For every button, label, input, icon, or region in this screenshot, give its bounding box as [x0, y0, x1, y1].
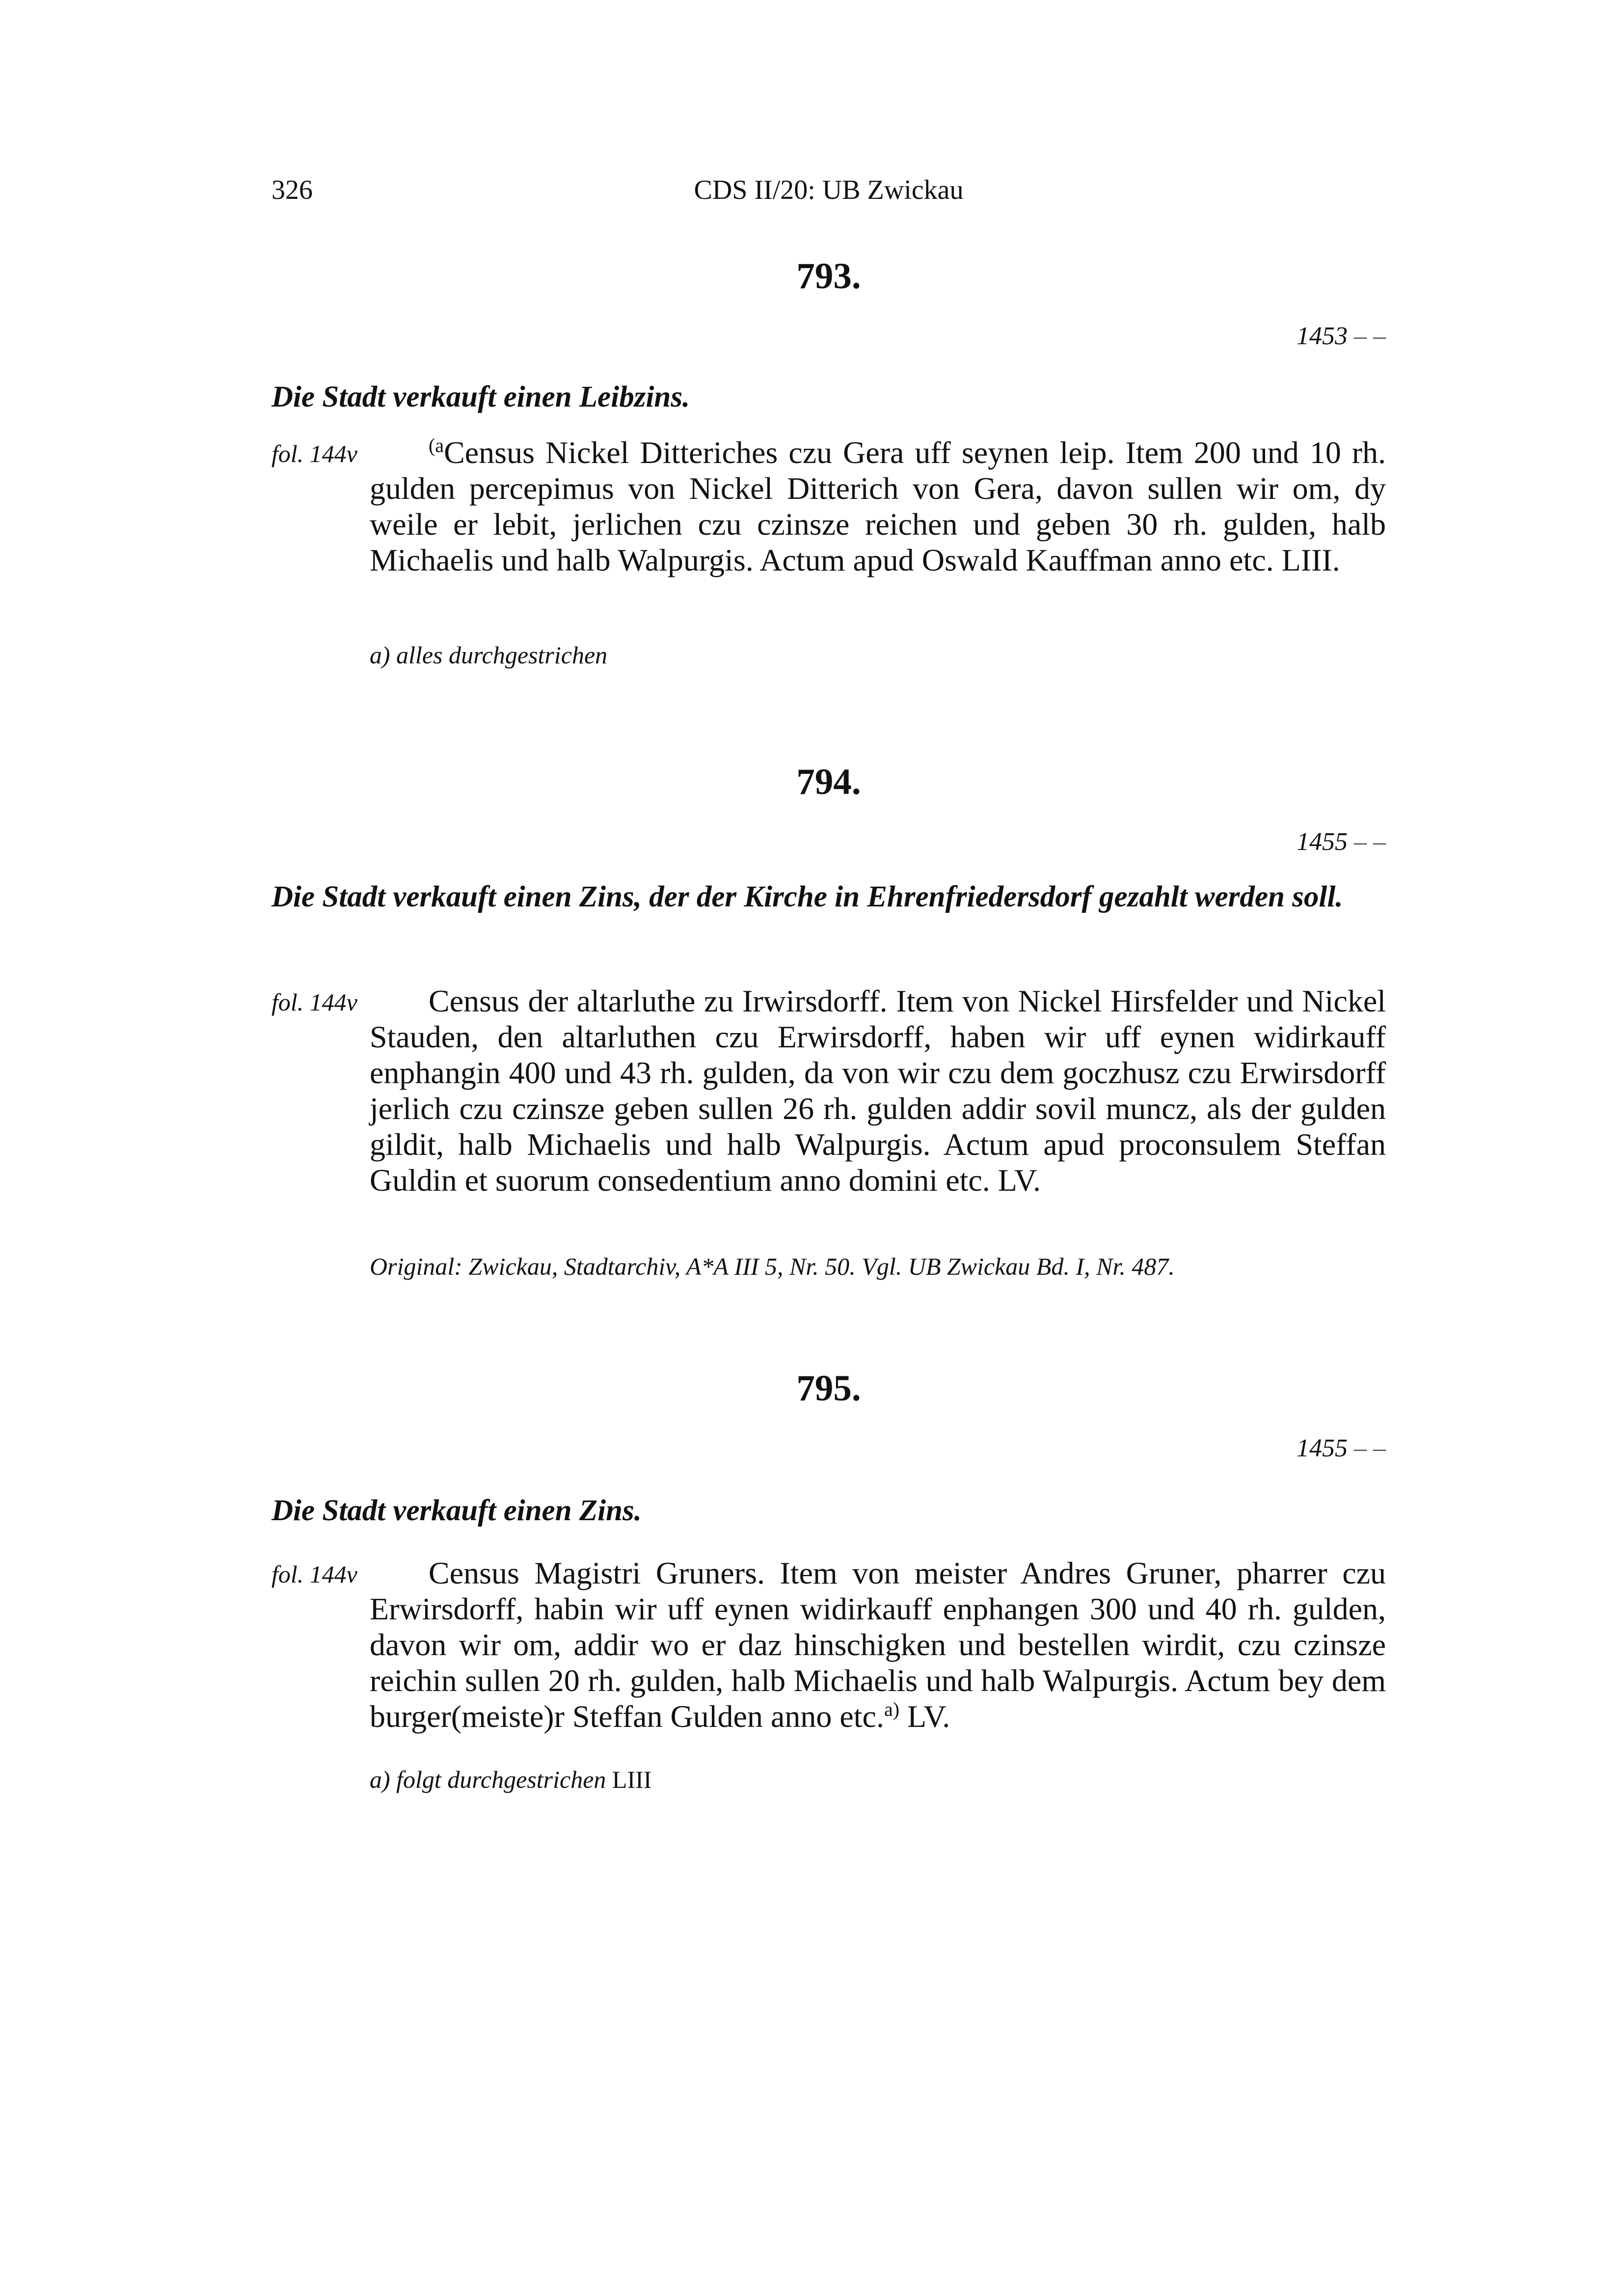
- footnote: Original: Zwickau, Stadtarchiv, A*A III 5, Nr. 50. Vgl. UB Zwickau Bd. I, Nr. 487.: [370, 1253, 1175, 1280]
- entry-text: [370, 983, 1386, 1198]
- entry-794: [271, 761, 1386, 1301]
- entry-text: [370, 1555, 1386, 1734]
- footnote: a) alles durchgestrichen: [370, 641, 608, 669]
- entry-heading: Die Stadt verkauft einen Zins.: [271, 1494, 642, 1527]
- entry-text-end: LV.: [899, 1699, 950, 1734]
- footnote: [370, 1765, 1386, 1794]
- date-dashes: – –: [1354, 828, 1386, 856]
- page-number: 326: [271, 175, 313, 205]
- entry-heading: Die Stadt verkauft einen Zins, der der Kirche in Ehrenfriedersdorf gezahlt werden soll.: [271, 880, 1343, 913]
- entry-text-body: Census der altarluthe zu Irwirsdorff. Item von Nickel Hirsfelder und Nickel Stauden, den altarluthen czu Erwirsdorff, haben wir uff eynen widirkauff enphangin 400 und 43 rh. gulden, da von wir czu dem goczhusz czu Erwirsdorff jerlich czu czinsze geben sullen 26 rh. gulden addir sovil muncz, als der gulden gildit, halb Michaelis und halb Walpurgis. Actum apud proconsulem Steffan Guldin et suorum consedentium anno domini etc. LV.: [370, 984, 1386, 1198]
- date-dashes: – –: [1354, 1434, 1386, 1462]
- entry-number: 794.: [796, 762, 861, 802]
- date-year: 1455: [1297, 1434, 1348, 1462]
- date-year: 1455: [1297, 828, 1348, 856]
- entry-number: 795.: [796, 1368, 861, 1409]
- date-dashes: – –: [1354, 322, 1386, 350]
- running-head: [271, 174, 1386, 214]
- entry-date: [1297, 827, 1386, 856]
- entry-text: [370, 435, 1386, 578]
- folio-reference: fol. 144v: [271, 440, 357, 467]
- entry-date: [1297, 1434, 1386, 1463]
- folio-reference: fol. 144v: [271, 1560, 357, 1588]
- entry-number: 793.: [796, 256, 861, 297]
- folio-reference: fol. 144v: [271, 988, 357, 1016]
- entry-text-body: Census Magistri Gruners. Item von meister Andres Gruner, pharrer czu Erwirsdorff, habin wir uff eynen widirkauff enphangen 300 und 40 rh. gulden, davon wir om, addir wo er daz hinschigken und bestellen wirdit, czu czinsze reichin sullen 20 rh. gulden, halb Michaelis und halb Walpurgis. Actum bey dem burger(meiste)r Steffan Gulden anno etc.: [370, 1556, 1386, 1734]
- footnote-italic: a) folgt durchgestrichen: [370, 1766, 606, 1793]
- running-title: CDS II/20: UB Zwickau: [694, 175, 964, 205]
- entry-793: [271, 255, 1386, 697]
- date-year: 1453: [1297, 322, 1348, 350]
- entry-date: [1297, 322, 1386, 351]
- footnote-upright: LIII: [612, 1766, 652, 1793]
- entry-text-body: Census Nickel Ditteriches czu Gera uff seynen leip. Item 200 und 10 rh. gulden percepimus von Nickel Ditterich von Gera, davon sullen wir om, dy weile er lebit, jerlichen czu czinsze reichen und geben 30 rh. gulden, halb Michaelis und halb Walpurgis. Actum apud Oswald Kauffman anno etc. LIII.: [370, 435, 1386, 577]
- footnote-marker: (a: [429, 434, 444, 457]
- entry-795: [271, 1367, 1386, 1809]
- entry-heading: Die Stadt verkauft einen Leibzins.: [271, 381, 690, 413]
- footnote-marker: a): [884, 1698, 900, 1721]
